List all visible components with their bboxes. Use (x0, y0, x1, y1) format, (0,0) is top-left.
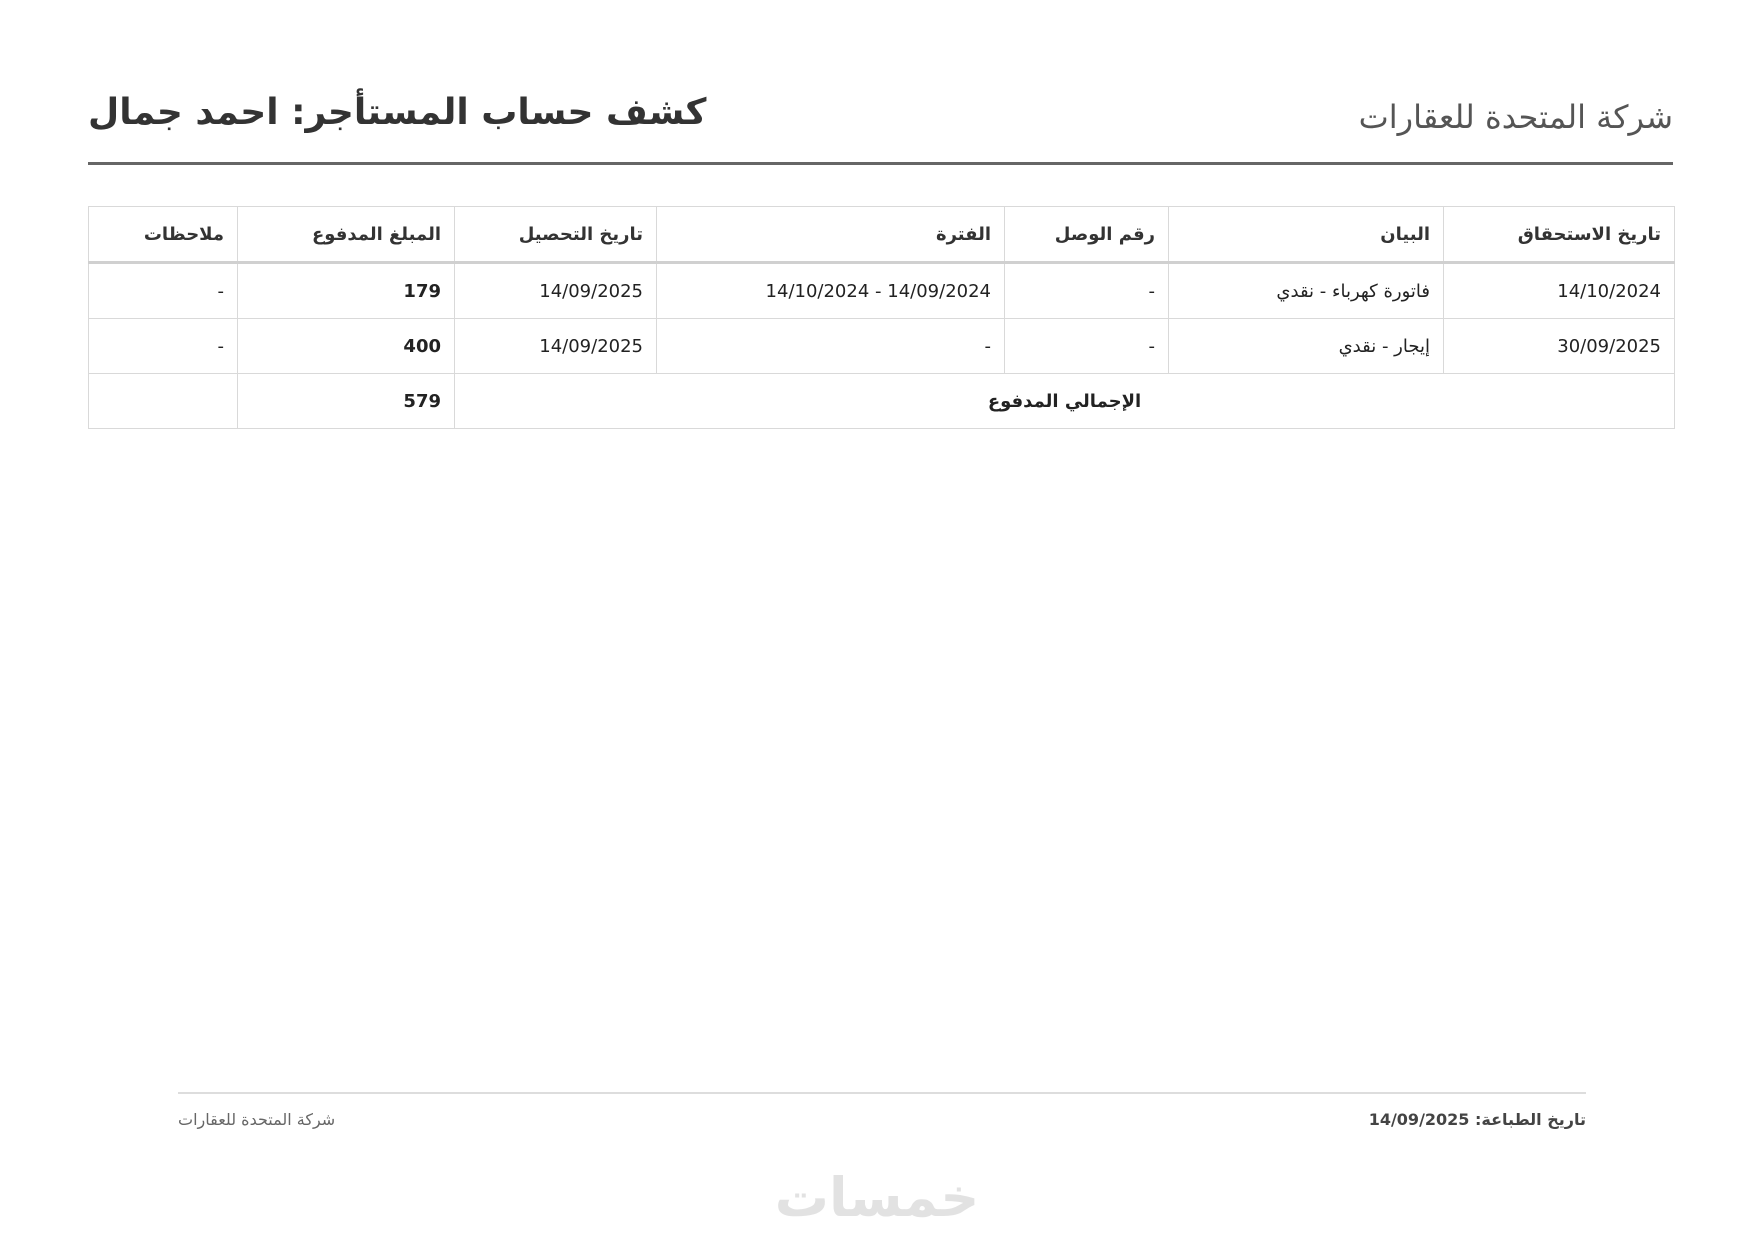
column-header-collection-date: تاريخ التحصيل (455, 207, 657, 263)
page-footer (178, 1092, 1586, 1134)
total-label: الإجمالي المدفوع (455, 374, 1675, 429)
column-header-notes: ملاحظات (89, 207, 238, 263)
column-header-period: الفترة (657, 207, 1005, 263)
table-row (89, 319, 1675, 374)
cell-period: - (657, 319, 1005, 374)
watermark-logo: خمسات (774, 1166, 980, 1229)
cell-collection-date: 14/09/2025 (455, 263, 657, 319)
column-header-amount: المبلغ المدفوع (238, 207, 455, 263)
cell-amount: 400 (238, 319, 455, 374)
cell-receipt-no: - (1005, 263, 1169, 319)
column-header-description: البيان (1169, 207, 1444, 263)
cell-notes: - (89, 319, 238, 374)
cell-description: إيجار - نقدي (1169, 319, 1444, 374)
cell-due-date: 30/09/2025 (1444, 319, 1675, 374)
print-date: تاريخ الطباعة: 14/09/2025 (1368, 1110, 1586, 1129)
table-row (89, 263, 1675, 319)
column-header-due-date: تاريخ الاستحقاق (1444, 207, 1675, 263)
cell-amount: 179 (238, 263, 455, 319)
page-title: كشف حساب المستأجر: احمد جمال (88, 92, 707, 133)
cell-collection-date: 14/09/2025 (455, 319, 657, 374)
statement-table (88, 206, 1675, 429)
total-notes-empty (89, 374, 238, 429)
column-header-receipt-no: رقم الوصل (1005, 207, 1169, 263)
cell-description: فاتورة كهرباء - نقدي (1169, 263, 1444, 319)
cell-receipt-no: - (1005, 319, 1169, 374)
cell-period: 14/09/2024 - 14/10/2024 (657, 263, 1005, 319)
company-name: شركة المتحدة للعقارات (1358, 98, 1673, 136)
page-header (88, 80, 1673, 165)
table-header-row (89, 207, 1675, 263)
total-row (89, 374, 1675, 429)
cell-notes: - (89, 263, 238, 319)
total-amount: 579 (238, 374, 455, 429)
cell-due-date: 14/10/2024 (1444, 263, 1675, 319)
footer-company-name: شركة المتحدة للعقارات (178, 1110, 336, 1129)
